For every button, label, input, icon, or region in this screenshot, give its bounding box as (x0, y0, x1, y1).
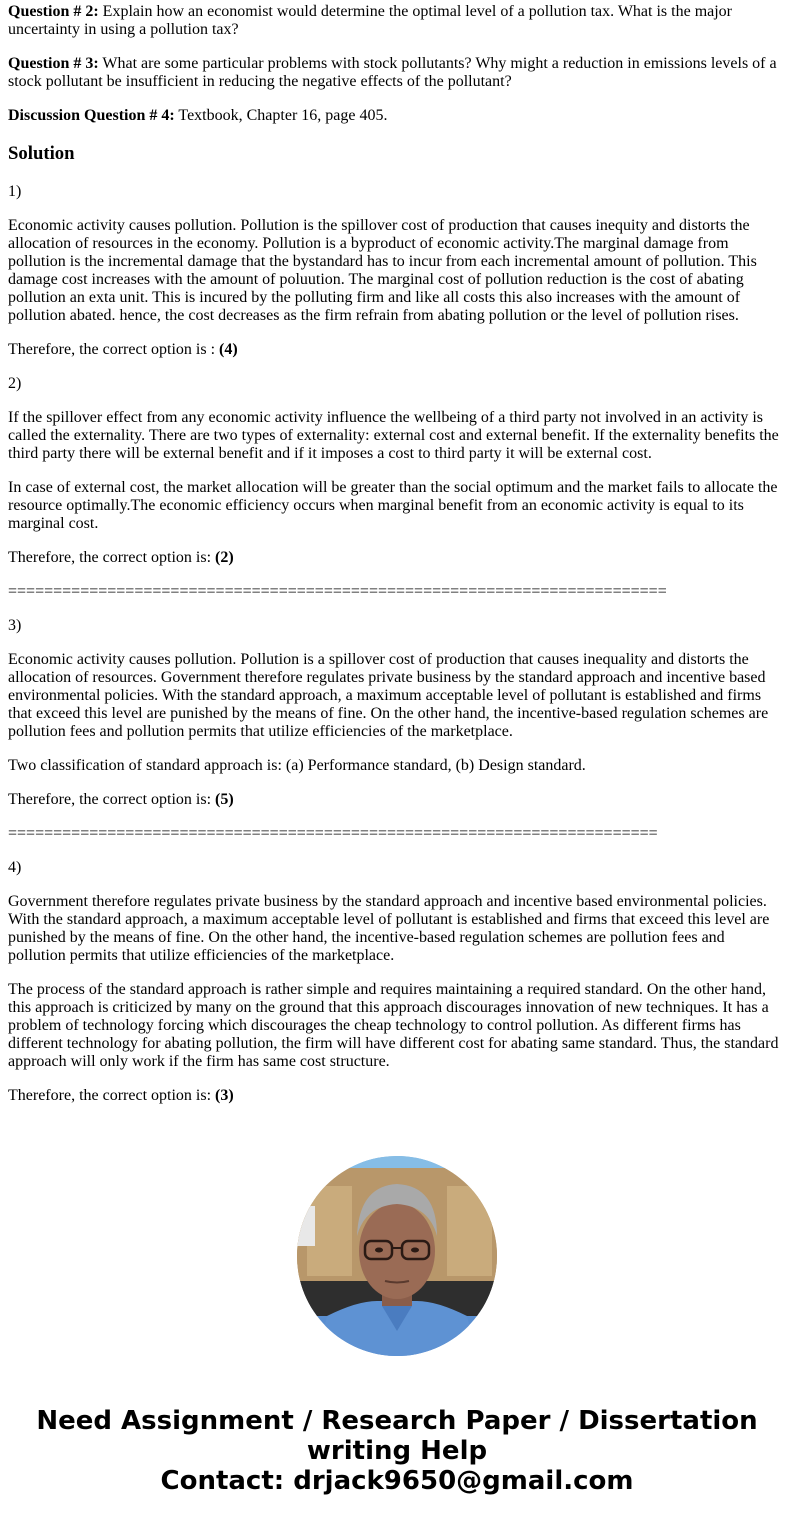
correct-option: (3) (215, 1087, 234, 1104)
answer-4-conclusion: Therefore, the correct option is: (3) (8, 1087, 234, 1104)
question-text: Textbook, Chapter 16, page 405. (174, 107, 388, 124)
document-body (0, 3, 794, 1105)
answer-4-paragraph: Government therefore regulates private business by the standard approach and incentive based environmental policies. With the standard approach, a maximum acceptable level of pollutant is established and firms that exceed this level are punished by the means of fine. On the other hand, the incentive-based regulation schemes are pollution fees and pollution permits that utilize efficiencies of the marketplace. (8, 893, 770, 964)
separator: ========================================================================= (8, 583, 667, 600)
question-label: Question # 3: (8, 55, 99, 72)
promo-contact: Contact: drjack9650@gmail.com (160, 1466, 634, 1496)
answer-3-conclusion: Therefore, the correct option is: (5) (8, 791, 234, 808)
question-2 (8, 3, 786, 39)
correct-option: (2) (215, 549, 234, 566)
answer-3-number: 3) (8, 617, 22, 634)
answer-2-paragraph: If the spillover effect from any economic activity influence the wellbeing of a third party not involved in an activity is called the externality. There are two types of externality: external cost and external benefit. If the externality benefits the third party there will be external benefit and if it imposes a cost to third party it will be external cost. (8, 409, 779, 462)
answer-2-conclusion: Therefore, the correct option is: (2) (8, 549, 234, 566)
answer-1-paragraph: Economic activity causes pollution. Pollution is the spillover cost of production that causes inequity and distorts the allocation of resources in the economy. Pollution is a byproduct of economic activity.The marginal damage from pollution is the incremental damage that the bystandard has to incur from each incremental amount of pollution. This damage cost increases with the amount of poluution. The marginal cost of pollution reduction is the cost of abating pollution an exta unit. This is incured by the polluting firm and like all costs this also increases with the amount of pollution abated. hence, the cost decreases as the firm refrain from abating pollution or the level of pollution rises. (8, 217, 757, 324)
question-label: Question # 2: (8, 3, 99, 20)
answer-3-paragraph: Economic activity causes pollution. Pollution is a spillover cost of production that causes inequality and distorts the allocation of resources. Government therefore regulates private business by the standard approach and incentive based environmental policies. With the standard approach, a maximum acceptable level of pollutant is established and firms that exceed this level are punished by the means of fine. On the other hand, the incentive-based regulation schemes are pollution fees and pollution permits that utilize efficiencies of the marketplace. (8, 651, 769, 740)
correct-option: (4) (219, 341, 238, 358)
separator: ======================================================================== (8, 825, 658, 842)
question-text: What are some particular problems with stock pollutants? Why might a reduction in emissions levels of a stock pollutant be insufficient in reducing the negative effects of the pollutant? (8, 55, 777, 90)
promo-banner (0, 1406, 794, 1496)
correct-option: (5) (215, 791, 234, 808)
promo-line-1: Need Assignment / Research Paper / Dissertation (36, 1406, 758, 1436)
answer-3-paragraph: Two classification of standard approach is: (a) Performance standard, (b) Design standard. (8, 757, 586, 774)
person-photo-icon (297, 1156, 497, 1356)
discussion-question-4 (8, 107, 786, 125)
answer-4-paragraph: The process of the standard approach is rather simple and requires maintaining a required standard. On the other hand, this approach is criticized by many on the ground that this approach discourages innovation of new techniques. It has a problem of technology forcing which discourages the cheap technology to control pollution. As different firms has different technology for abating pollution, the firm will have different cost for abating same standard. Thus, the standard approach will only work if the firm has same cost structure. (8, 981, 779, 1070)
question-text: Explain how an economist would determine the optimal level of a pollution tax. What is the major uncertainty in using a pollution tax? (8, 3, 733, 38)
tutor-avatar (297, 1156, 497, 1356)
answer-1-conclusion: Therefore, the correct option is : (4) (8, 341, 238, 358)
answer-2-paragraph: In case of external cost, the market allocation will be greater than the social optimum and the market fails to allocate the resource optimally.The economic efficiency occurs when marginal benefit from an economic activity is equal to its marginal cost. (8, 479, 778, 532)
promo-line-2: writing Help (306, 1436, 488, 1466)
avatar-photo (297, 1156, 497, 1356)
question-label: Discussion Question # 4: (8, 107, 175, 124)
answer-4-number: 4) (8, 859, 22, 876)
question-3 (8, 55, 786, 91)
answer-1-number: 1) (8, 183, 22, 200)
answer-2-number: 2) (8, 375, 22, 392)
solution-heading: Solution (8, 143, 75, 164)
